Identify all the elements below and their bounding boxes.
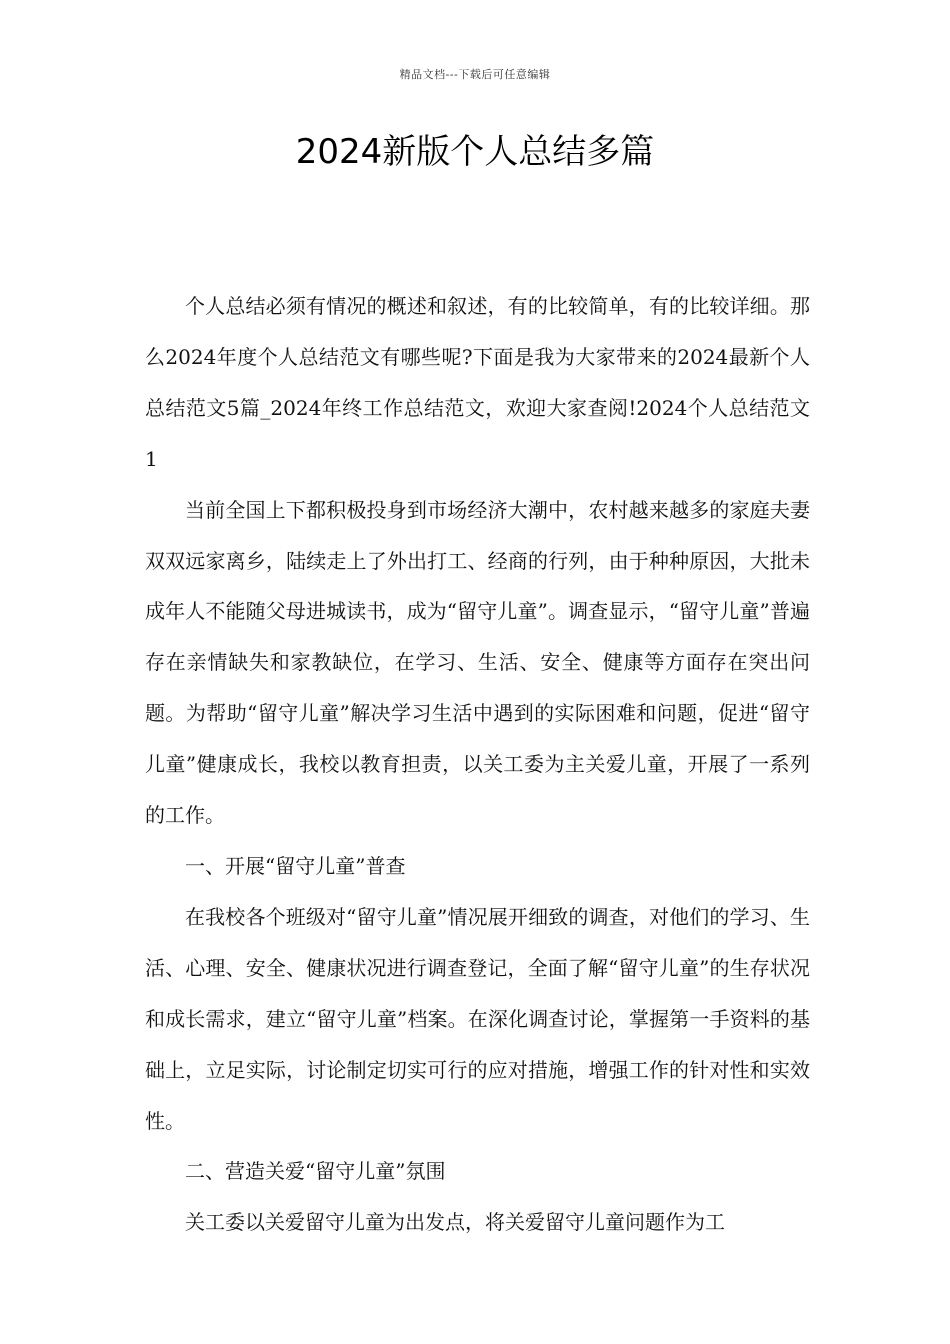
header-note: 精品文档---下载后可任意编辑 bbox=[399, 68, 551, 81]
paragraph-background: 当前全国上下都积极投身到市场经济大潮中，农村越来越多的家庭夫妻双双远家离乡，陆续走上了外出打工、经商的行列，由于种种原因，大批未成年人不能随父母进城读书，成为“留守儿童”。调查显示，“留守儿童”普遍存在亲情缺失和家教缺位，在学习、生活、安全、健康等方面存在突出问题。为帮助“留守儿童”解决学习生活中遇到的实际困难和问题，促进“留守儿童”健康成长，我校以教育担责，以关工委为主关爱儿童，开展了一系列的工作。 bbox=[145, 497, 810, 828]
paragraph-survey: 在我校各个班级对“留守儿童”情况展开细致的调查，对他们的学习、生活、心理、安全、健康状况进行调查登记，全面了解“留守儿童”的生存状况和成长需求，建立“留守儿童”档案。在深化调查讨论，掌握第一手资料的基础上，立足实际，讨论制定切实可行的应对措施，增强工作的针对性和实效性。 bbox=[145, 904, 810, 1133]
paragraph-intro: 个人总结必须有情况的概述和叙述，有的比较简单，有的比较详细。那么2024年度个人总结范文有哪些呢?下面是我为大家带来的2024最新个人总结范文5篇_2024年终工作总结范文，欢迎大家查阅!2024个人总结范文1 bbox=[145, 294, 810, 471]
paragraph-atmosphere: 关工委以关爱留守儿童为出发点，将关爱留守儿童问题作为工 bbox=[185, 1210, 725, 1235]
section-heading-atmosphere: 二、营造关爱“留守儿童”氛围 bbox=[185, 1159, 446, 1184]
section-heading-survey: 一、开展“留守儿童”普查 bbox=[185, 853, 406, 878]
document-title: 2024新版个人总结多篇 bbox=[295, 132, 655, 172]
document-body bbox=[145, 281, 810, 1248]
